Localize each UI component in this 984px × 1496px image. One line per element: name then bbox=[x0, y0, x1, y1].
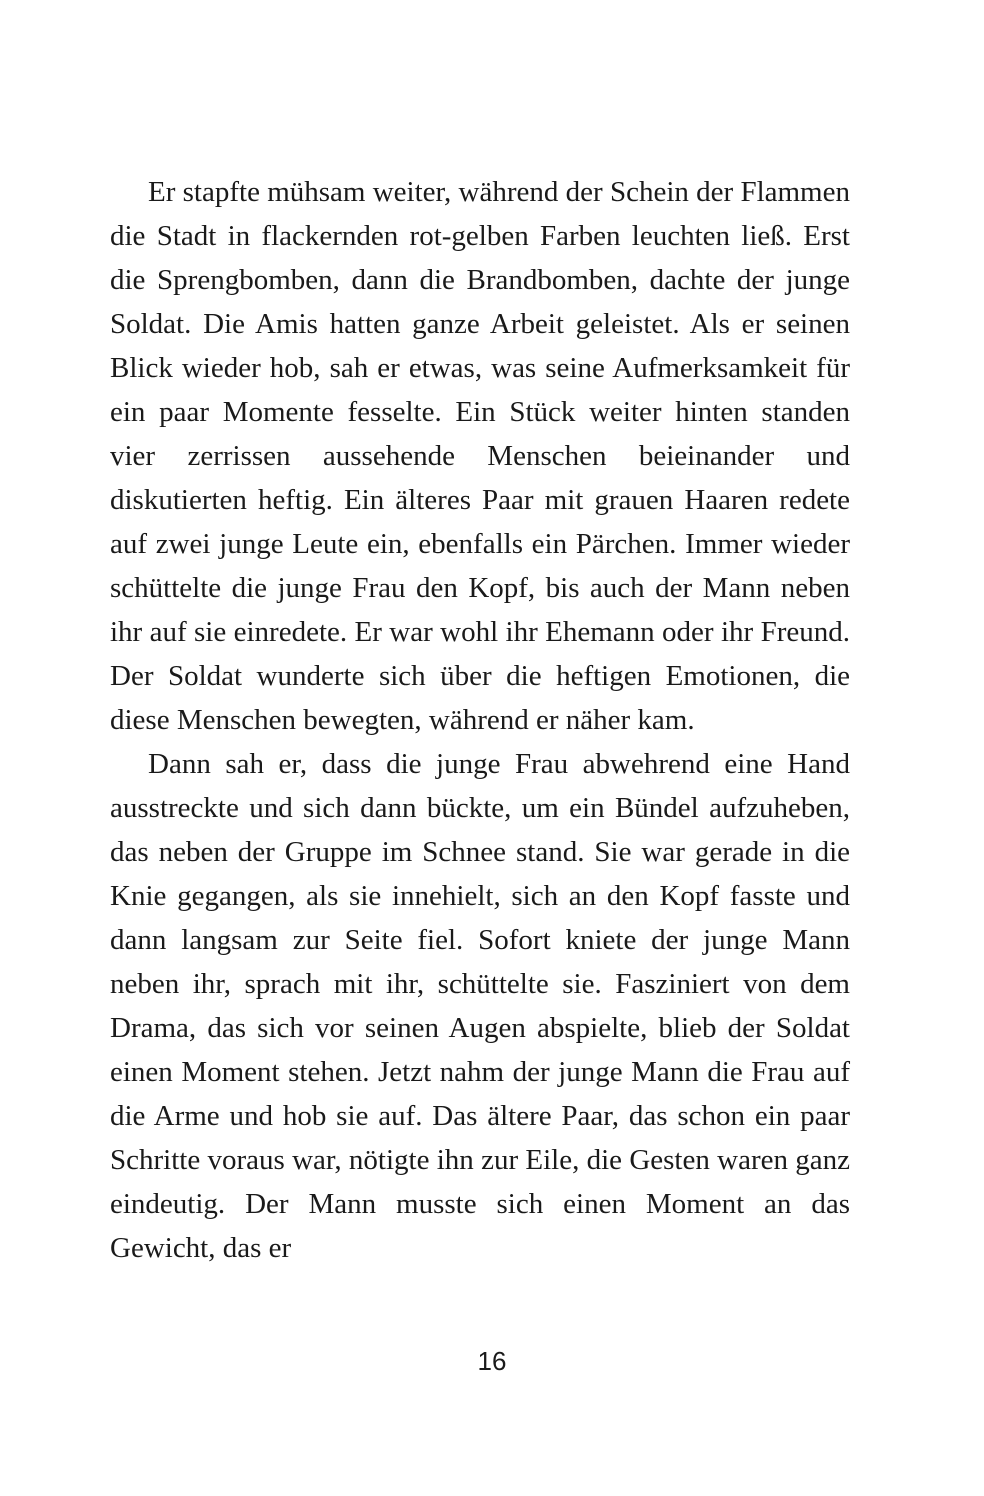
page-number: 16 bbox=[477, 1346, 507, 1376]
paragraph-1: Er stapfte mühsam weiter, während der Schein der Flammen die Stadt in flackernden rot-gelben Farben leuchten ließ. Erst die Sprengbomben, dann die Brandbomben, dachte der junge Soldat. Die Amis hatten ganze Arbeit geleistet. Als er seinen Blick wieder hob, sah er etwas, was seine Aufmerksamkeit für ein paar Momente fesselte. Ein Stück weiter hinten standen vier zerrissen aussehende Menschen beieinander und diskutierten heftig. Ein älteres Paar mit grauen Haaren redete auf zwei junge Leute ein, ebenfalls ein Pärchen. Immer wieder schüttelte die junge Frau den Kopf, bis auch der Mann neben ihr auf sie einredete. Er war wohl ihr Ehemann oder ihr Freund. Der Soldat wunderte sich über die heftigen Emotionen, die diese Menschen bewegten, während er näher kam. bbox=[110, 176, 850, 736]
paragraph-2: Dann sah er, dass die junge Frau abwehrend eine Hand ausstreckte und sich dann bückte, um ein Bündel aufzuheben, das neben der Gruppe im Schnee stand. Sie war gerade in die Knie gegangen, als sie innehielt, sich an den Kopf fasste und dann langsam zur Seite fiel. Sofort kniete der junge Mann neben ihr, sprach mit ihr, schüttelte sie. Fasziniert von dem Drama, das sich vor seinen Augen abspielte, blieb der Soldat einen Moment stehen. Jetzt nahm der junge Mann die Frau auf die Arme und hob sie auf. Das ältere Paar, das schon ein paar Schritte voraus war, nötigte ihn zur Eile, die Gesten waren ganz eindeutig. Der Mann musste sich einen Moment an das Gewicht, das er bbox=[110, 748, 850, 1264]
body-text bbox=[110, 170, 850, 1270]
